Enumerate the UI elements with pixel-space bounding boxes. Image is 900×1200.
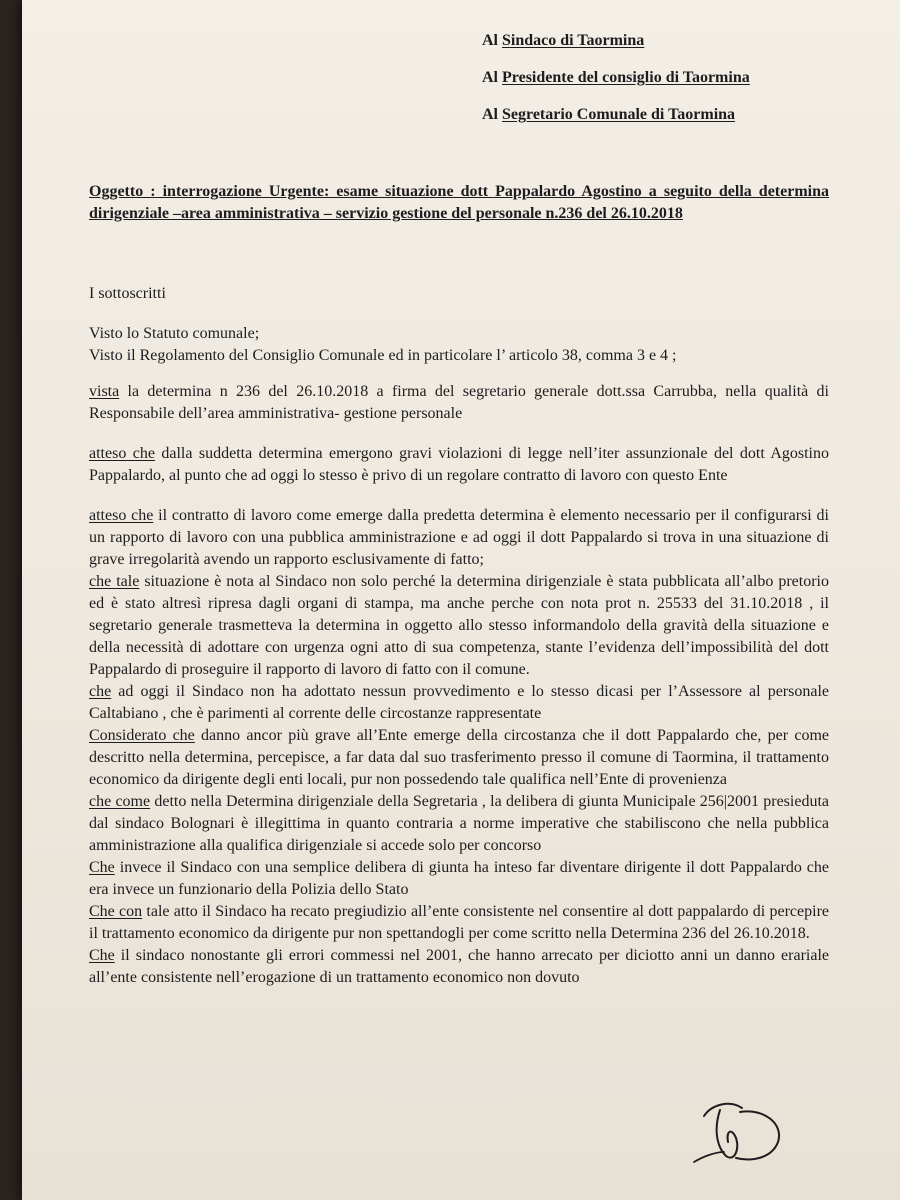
paragraph [89,381,829,425]
paragraph-text: ad oggi il Sindaco non ha adottato nessun provvedimento e lo stesso dicasi per l’Assessore al personale Caltabiano , che è parimenti al corrente delle circostanze rappresentate [89,683,829,722]
paragraph-text: danno ancor più grave all’Ente emerge della circostanza che il dott Pappalardo che, per come descritto nella determina, percepisce, a far data dal suo trasferimento presso il comune di Taormina, il trattamento economico da dirigente degli enti locali, pur non possedendo tale qualifica nell’Ente di provenienza [89,727,830,788]
addressee-name: Segretario Comunale di Taormina [502,106,736,123]
handwritten-signature [690,1090,786,1166]
addressee-line [482,102,750,128]
paragraph-lead: che tale [89,573,140,590]
paragraph-text: detto nella Determina dirigenziale della Segretaria , la delibera di giunta Municipale 256|2001 presieduta dal sindaco Bolognari è illegittima in quanto contraria a norme imperative che stabiliscono che nella pubblica amministrazione alla qualifica dirigenziale si accede solo per concorso [89,793,829,854]
paragraph-text: dalla suddetta determina emergono gravi violazioni di legge nell’iter assunzionale del dott Agostino Pappalardo, al punto che ad oggi lo stesso è privo di un regolare contratto di lavoro con questo Ente [89,445,830,484]
addressee-line [482,28,750,54]
paragraph [89,443,829,487]
paragraph-lead: atteso che [89,507,154,524]
paragraph-lead: che [89,683,112,700]
paragraph-text: invece il Sindaco con una semplice delibera di giunta ha inteso far diventare dirigente il dott Pappalardo che era invece un funzionario della Polizia dello Stato [89,859,829,898]
paragraph-text: il sindaco nonostante gli errori commessi nel 2001, che hanno arrecato per diciotto anni un danno erariale all’ente consistente nell’erogazione di un trattamento economico non dovuto [89,947,829,986]
subject-line: Oggetto : interrogazione Urgente: esame situazione dott Pappalardo Agostino a seguito della determina dirigenziale –area amministrativa – servizio gestione del personale n.236 del 26.10.2018 [89,183,829,222]
addressee-name: Presidente del consiglio di Taormina [502,69,750,86]
addressee-prefix: Al [482,32,502,49]
paragraph-lead: Considerato che [89,727,195,744]
letter-body [89,283,829,989]
addressee-name: Sindaco di Taormina [502,32,645,49]
paragraph-text: il contratto di lavoro come emerge dalla predetta determina è elemento necessario per il configurarsi di un rapporto di lavoro con una pubblica amministrazione e ad oggi il dott Pappalardo si trova in una situazione di grave irregolarità avendo un rapporto esclusivamente di fatto; [89,507,829,568]
paragraph-lead: Che [89,947,115,964]
paragraph-text: tale atto il Sindaco ha recato pregiudizio all’ente consistente nel consentire al dott pappalardo di percepire il trattamento economico da dirigente pur non spettandogli per come scritto nella Determina 236 del 26.10.2018. [89,903,829,942]
addressee-prefix: Al [482,106,502,123]
paragraph [89,725,829,791]
paragraph [89,505,829,571]
paragraph-lead: Che con [89,903,143,920]
addressee-prefix: Al [482,69,502,86]
visto-line: Visto il Regolamento del Consiglio Comunale ed in particolare l’ articolo 38, comma 3 e 4 ; [89,347,677,364]
paragraph-lead: vista [89,383,120,400]
paragraph-text: situazione è nota al Sindaco non solo perché la determina dirigenziale è stata pubblicata all’albo pretorio ed è stato altresì ripresa dagli organi di stampa, ma anche perche con nota prot n. 25533 del 31.10.2018 , il segretario generale trasmetteva la determina in oggetto allo stesso informandolo della gravità della situazione e della necessità di adottare con urgenza ogni atto di sua competenza, stante l’evidenza dell’impossibilità del dott Pappalardo di proseguire il rapporto di lavoro di fatto con il comune. [89,573,829,678]
addressee-line [482,65,750,91]
visto-line: Visto lo Statuto comunale; [89,325,260,342]
document-page [22,0,900,1200]
paragraph-lead: atteso che [89,445,155,462]
paragraph [89,791,829,857]
paragraph-text: la determina n 236 del 26.10.2018 a firma del segretario generale dott.ssa Carrubba, nella qualità di Responsabile dell’area amministrativa- gestione personale [89,383,829,422]
paragraph [89,945,829,989]
paragraph-lead: che come [89,793,151,810]
intro-text: I sottoscritti [89,285,166,302]
paragraph [89,857,829,901]
paragraph [89,681,829,725]
paragraph [89,571,829,681]
paragraph-lead: Che [89,859,115,876]
paragraph [89,901,829,945]
addressee-block [482,28,750,139]
